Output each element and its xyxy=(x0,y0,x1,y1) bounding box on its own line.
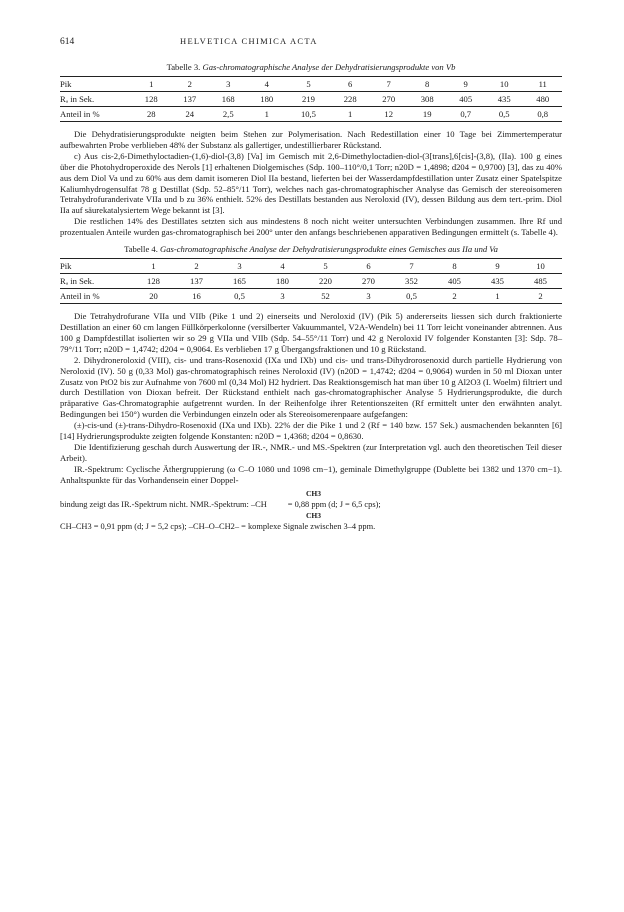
row-label: Anteil in % xyxy=(60,289,132,304)
table-cell: 6 xyxy=(347,259,390,274)
table4 xyxy=(60,258,562,304)
table-cell: 1 xyxy=(476,289,519,304)
table-cell: 405 xyxy=(433,274,476,289)
table4-caption-prefix: Tabelle 4. xyxy=(124,244,158,255)
table-cell: 1 xyxy=(132,77,171,92)
table-cell: 4 xyxy=(248,77,287,92)
table-cell: 7 xyxy=(390,259,433,274)
table-cell: 0,5 xyxy=(390,289,433,304)
paragraph: IR.-Spektrum: Cyclische Äthergruppierung (ω C–O 1080 und 1098 cm−1), geminale Dimethylgruppe (Dublette bei 1382 und 1370 cm−1). Anhaltspunkte für das Vorhandensein einer Doppel- xyxy=(60,463,562,485)
row-label: Pik xyxy=(60,77,132,92)
table3-caption xyxy=(60,62,562,73)
table-cell: 128 xyxy=(132,92,171,107)
table-cell: 20 xyxy=(132,289,175,304)
table-cell: 3 xyxy=(218,259,261,274)
table-cell: 219 xyxy=(286,92,331,107)
table3-caption-title: Gas-chromatographische Analyse der Dehydratisierungsprodukte von Vb xyxy=(202,62,456,72)
table-cell: 435 xyxy=(476,274,519,289)
table-cell: 137 xyxy=(171,92,210,107)
page-number: 614 xyxy=(60,37,75,47)
table4-caption xyxy=(60,244,562,255)
table-cell: 1 xyxy=(248,107,287,122)
table-cell: 308 xyxy=(408,92,447,107)
table-cell: 2,5 xyxy=(209,107,248,122)
paragraph: Die Dehydratisierungsprodukte neigten beim Stehen zur Polymerisation. Nach Redestillation einer 10 Tage bei Zimmertemperatur aufbewahrten Probe verblieben 48% der Substanz als gallertiger, undestillierbarer Rückstand. xyxy=(60,129,562,150)
table-cell: 52 xyxy=(304,289,347,304)
table-row xyxy=(60,77,562,92)
ch3-label-bottom: CH3 xyxy=(306,510,321,520)
nmr-formula xyxy=(60,488,562,532)
table-cell: 220 xyxy=(304,274,347,289)
page xyxy=(60,36,562,534)
paragraph: c) Aus cis-2,6-Dimethyloctadien-(1,6)-diol-(3,8) [Va] im Gemisch mit 2,6-Dimethyloctadien-diol-(3[trans],6[cis]-(3,8), (IIa). 100 g eines über die Photohydroperoxide des Nerols [1] erhaltenen Diolgemisches (Sdp. 100–110°/0,1 Torr; n20D = 1,4898; d204 = 0,9700) [3], das zu 40% aus dem Diol Va und zu 60% aus dem damit isomeren Diol IIa bestand, lieferten bei der Wasserdampfdestillation unter Zusatz einer Spatelspitze Kaliumhydrogensulfat 78 g Destillat (Sdp. 52–85°/11 Torr), welches nach gas-chromatographischer Analyse das Gemisch der stereoisomeren Tetrahydrofuranderivate VIIa und b zu 36% enthielt. 52% des Destillats bestanden aus Neroloxid (IV), dessen Bildung aus dem tert.-prim. Diol IIa auf säurekatalysiertem Wege bekannt ist [3]. xyxy=(60,150,562,216)
table-cell: 1 xyxy=(331,107,370,122)
table-cell: 6 xyxy=(331,77,370,92)
table-cell: 16 xyxy=(175,289,218,304)
table-row xyxy=(60,259,562,274)
table-cell: 4 xyxy=(261,259,304,274)
table-cell: 128 xyxy=(132,274,175,289)
table-row xyxy=(60,274,562,289)
table-cell: 12 xyxy=(369,107,408,122)
paragraph: Die restlichen 14% des Destillates setzten sich aus mindestens 8 noch nicht weiter untersuchten Verbindungen zusammen. Ihre Rf und prozentualen Anteile wurden gas-chromatographisch bei 200° unter den anfangs beschriebenen apparativen Bedingungen ermittelt (s. Tabelle 4). xyxy=(60,216,562,238)
table-cell: 9 xyxy=(476,259,519,274)
table-row xyxy=(60,92,562,107)
table-cell: 2 xyxy=(175,259,218,274)
table4-caption-title: Gas-chromatographische Analyse der Dehydratisierungsprodukte eines Gemisches aus IIa und Va xyxy=(160,244,498,255)
table-cell: 485 xyxy=(519,274,562,289)
table-cell: 270 xyxy=(369,92,408,107)
table-cell: 0,5 xyxy=(485,107,524,122)
table-cell: 3 xyxy=(347,289,390,304)
table-cell: 180 xyxy=(248,92,287,107)
table-cell: 0,8 xyxy=(523,107,562,122)
table-cell: 5 xyxy=(286,77,331,92)
table-cell: 19 xyxy=(408,107,447,122)
running-header xyxy=(60,36,562,58)
table-cell: 10 xyxy=(519,259,562,274)
journal-title: HELVETICA CHIMICA ACTA xyxy=(180,36,318,46)
table-row xyxy=(60,107,562,122)
table-cell: 10 xyxy=(485,77,524,92)
table-cell: 2 xyxy=(519,289,562,304)
row-label: Rₐ in Sek. xyxy=(60,274,132,289)
table-cell: 480 xyxy=(523,92,562,107)
table-cell: 9 xyxy=(446,77,485,92)
table-cell: 270 xyxy=(347,274,390,289)
table-cell: 5 xyxy=(304,259,347,274)
table-cell: 2 xyxy=(171,77,210,92)
table-cell: 0,5 xyxy=(218,289,261,304)
table-cell: 24 xyxy=(171,107,210,122)
formula-line-2: CH–CH3 = 0,91 ppm (d; J = 5,2 cps); –CH–O–CH2– = komplexe Signale zwischen 3–4 ppm. xyxy=(60,521,376,531)
table-cell: 435 xyxy=(485,92,524,107)
table-cell: 3 xyxy=(209,77,248,92)
paragraph: (±)-cis-und (±)-trans-Dihydro-Rosenoxid (IXa und IXb). 22% der die Pike 1 und 2 (Rf = 140 bzw. 157 Sek.) ausmachenden bekannten [6] [14] Hydrierungsprodukte zeigten folgende Konstanten: n20D = 1,4368; d204 = 0,8630. xyxy=(60,420,562,442)
row-label: Anteil in % xyxy=(60,107,132,122)
table-cell: 10,5 xyxy=(286,107,331,122)
paragraph: 2. Dihydroneroloxid (VIII), cis- und trans-Rosenoxid (IXa und IXb) und cis- und trans-Dihydrorosenoxid durch partielle Hydrierung von Neroloxid (IV). 50 g (0,33 Mol) gas-chromatographisch reines Neroloxid (IV) (n20D = 1,4742; d204 = 0,9064) wurden in 50 ml Dioxan unter Zusatz von PtO2 bis zur Aufnahme von 7600 ml (0,34 Mol) H2 hydriert. Das Reaktionsgemisch hat man über 10 g Al2O3 (I. Woelm) filtriert und durch Destillation von Dioxan befreit. Der Rückstand enthielt nach gas-chromatographischer Analyse 5 Hydrierungsprodukte, die durch präparative Gas-Chromatographie aufgetrennt wurden. In der Reihenfolge ihrer Retentionszeiten (Rf ermittelt unter den erwähnten analyt. Bedingungen bei 150°) wurden die Verbindungen einzeln oder als Stereoisomerenpaare aufgefangen: xyxy=(60,354,562,420)
paragraph: Die Tetrahydrofurane VIIa und VIIb (Pike 1 und 2) einerseits und Neroloxid (IV) (Pik 5) andererseits liessen sich durch fraktionierte Destillation an einer 60 cm langen Füllkörperkolonne (versilberter Vakuummantel, V2A-Wendeln) bei 11 Torr leicht voneinander abtrennen. Aus 100 g Dampfdestillat isolierten wir so 29 g VIIa und VIIb (Sdp. 54–55°/11 Torr) und 42 g Neroloxid IV folgender Konstanten [3]: Sdp. 78–79°/11 Torr; n20D = 1,4742; d204 = 0,9064. Es verblieben 17 g Übergangsfraktionen und 10 g Rückstand. xyxy=(60,311,562,354)
table-cell: 228 xyxy=(331,92,370,107)
table-cell: 165 xyxy=(218,274,261,289)
table-cell: 352 xyxy=(390,274,433,289)
ch3-label-top: CH3 xyxy=(306,488,321,498)
table-cell: 168 xyxy=(209,92,248,107)
table-cell: 137 xyxy=(175,274,218,289)
table-cell: 8 xyxy=(433,259,476,274)
table3-caption-prefix: Tabelle 3. xyxy=(166,62,201,72)
table-cell: 180 xyxy=(261,274,304,289)
formula-line-1: bindung zeigt das IR.-Spektrum nicht. NMR.-Spektrum: –CH = 0,88 ppm (d; J = 6,5 cps); xyxy=(60,499,381,509)
row-label: Rₐ in Sek. xyxy=(60,92,132,107)
row-label: Pik xyxy=(60,259,132,274)
table-cell: 11 xyxy=(523,77,562,92)
table-cell: 7 xyxy=(369,77,408,92)
body-text-b xyxy=(60,311,562,486)
table-cell: 8 xyxy=(408,77,447,92)
table-cell: 0,7 xyxy=(446,107,485,122)
table3 xyxy=(60,76,562,122)
body-text-a xyxy=(60,129,562,238)
table-cell: 28 xyxy=(132,107,171,122)
table-cell: 2 xyxy=(433,289,476,304)
table-cell: 1 xyxy=(132,259,175,274)
table-cell: 3 xyxy=(261,289,304,304)
table-cell: 405 xyxy=(446,92,485,107)
table-row xyxy=(60,289,562,304)
paragraph: Die Identifizierung geschah durch Auswertung der IR.-, NMR.- und MS.-Spektren (zur Interpretation vgl. auch den theoretischen Teil dieser Arbeit). xyxy=(60,441,562,463)
